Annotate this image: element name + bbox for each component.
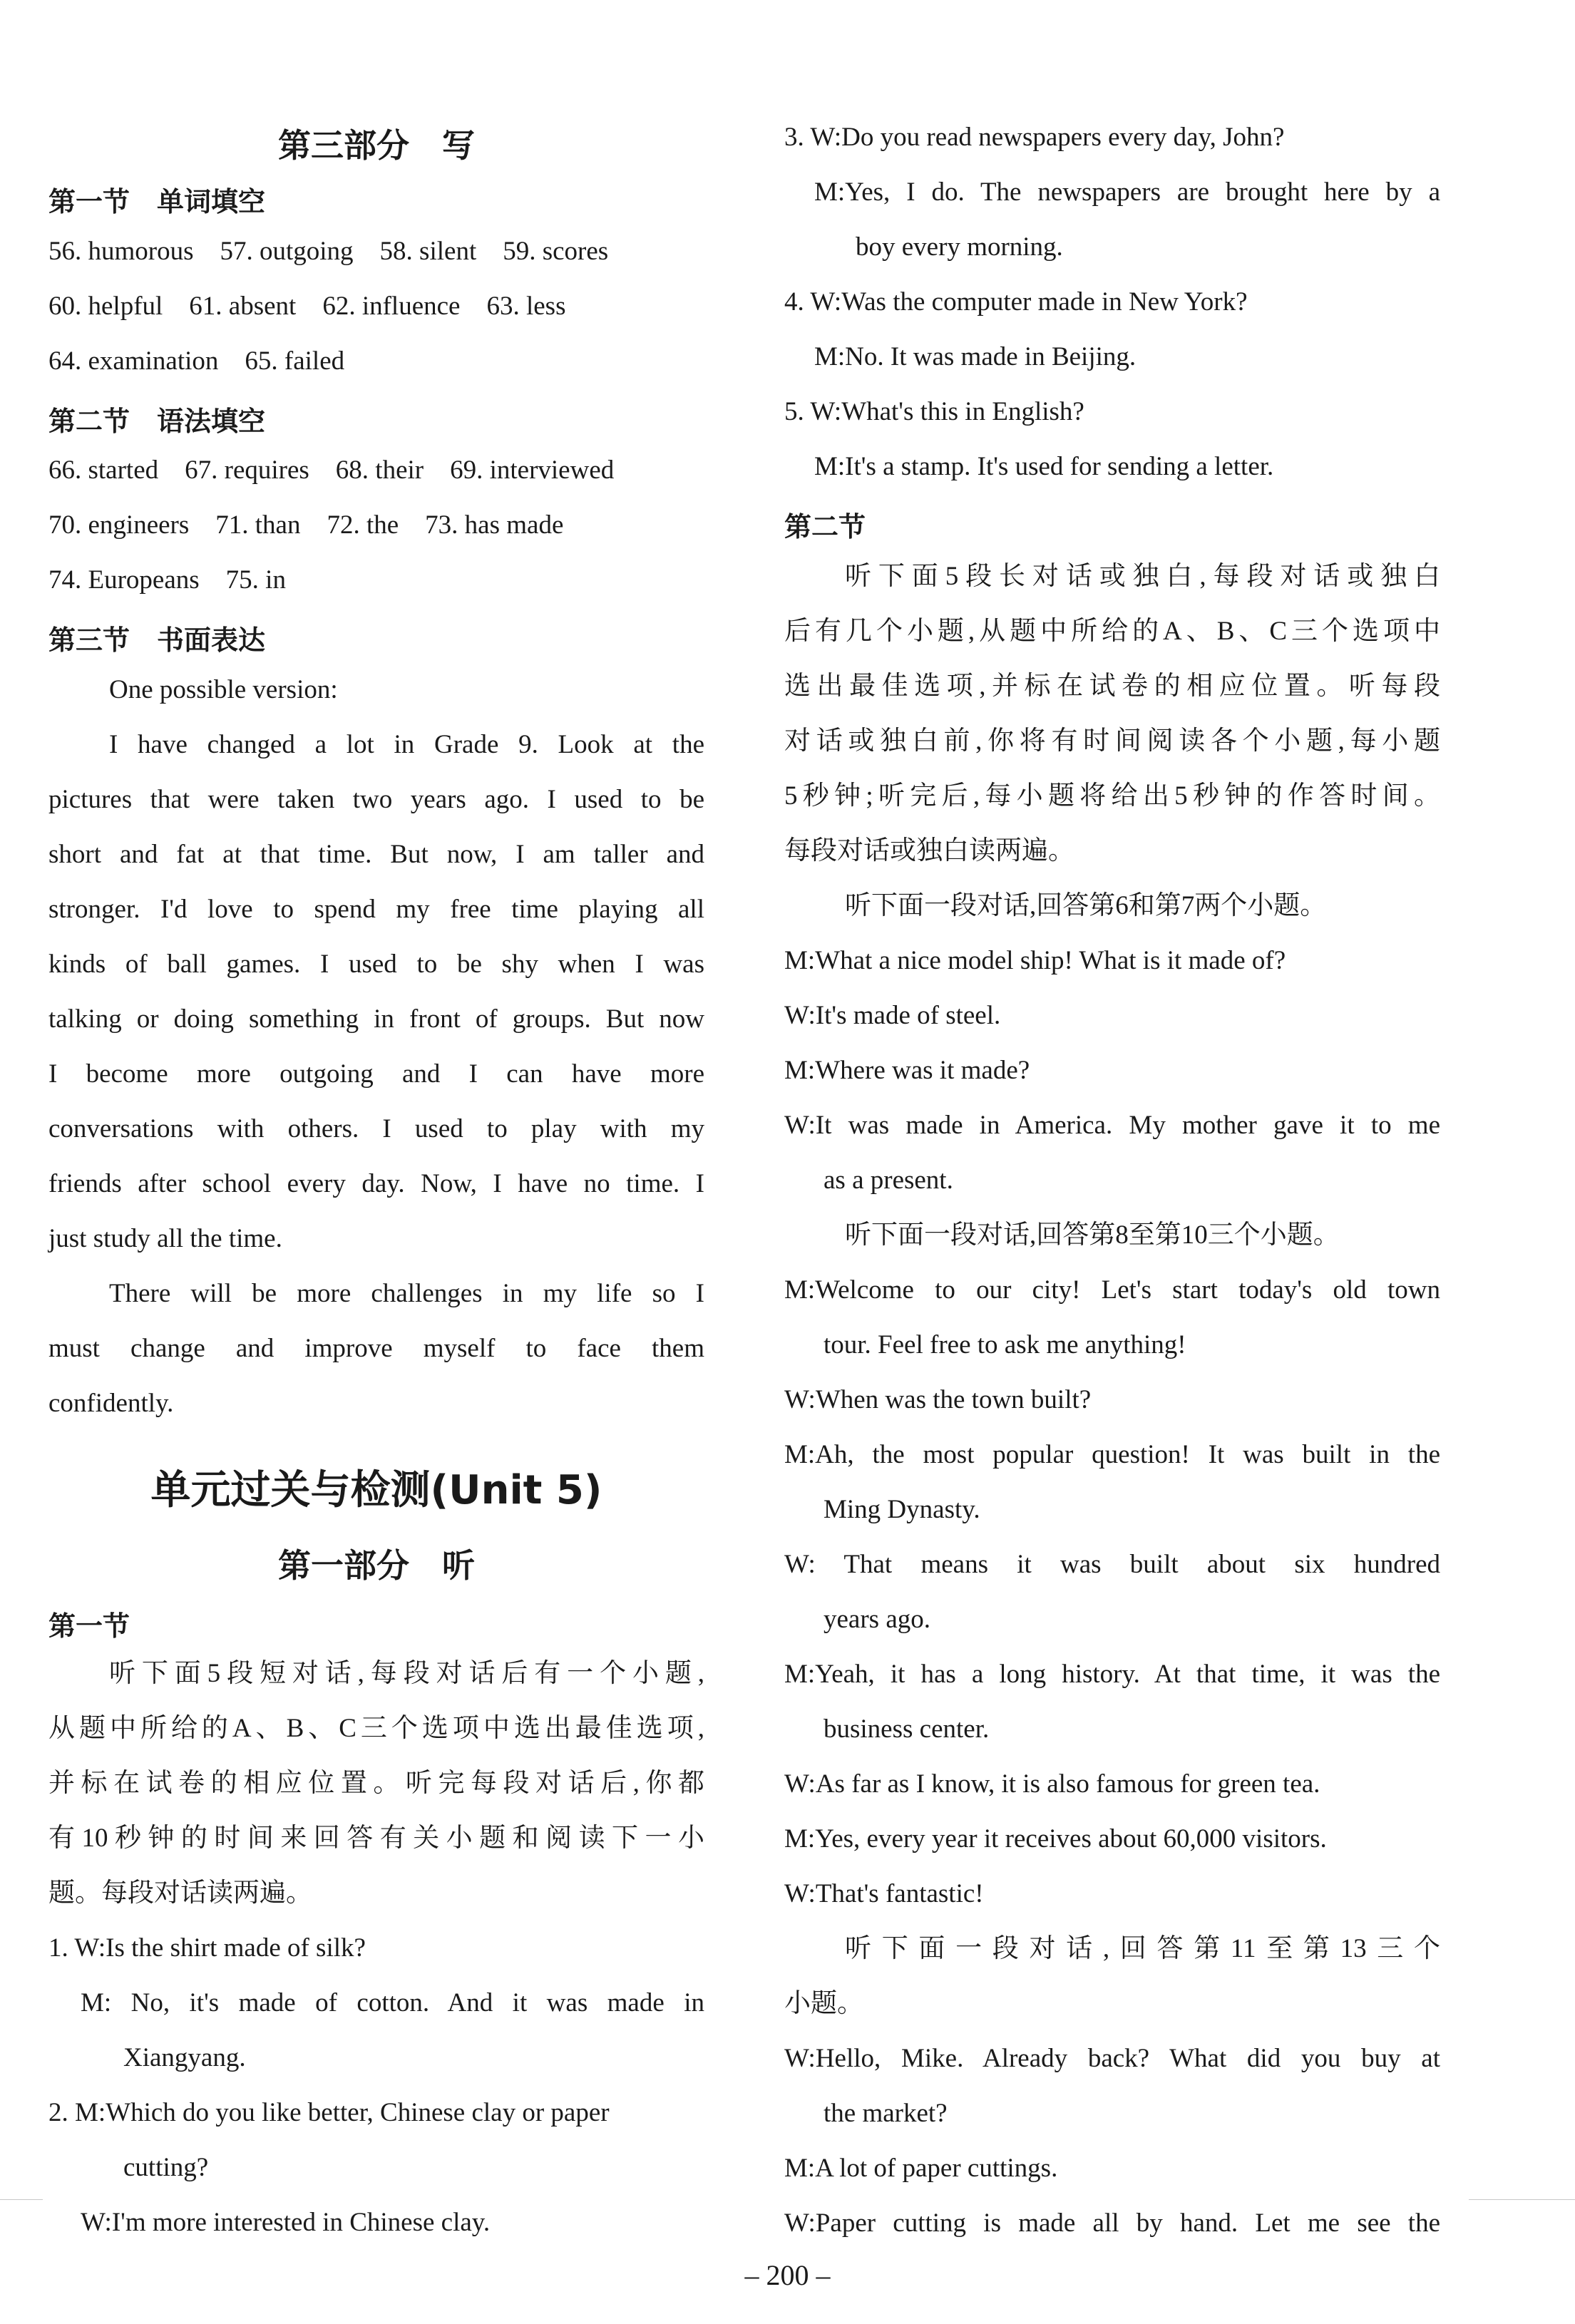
dialog-line: Xiangyang.: [123, 2043, 246, 2072]
dialog-line: 5. W:What's this in English?: [784, 397, 1084, 426]
section1-heading: 第一节 单词填空: [48, 186, 266, 217]
dialog-line: tour. Feel free to ask me anything!: [824, 1330, 1186, 1359]
instruction-line: 对话或独白前,你将有时间阅读各个小题,每小题: [784, 726, 1440, 756]
essay-line: must change and improve myself to face them: [48, 1334, 704, 1363]
essay-line: I become more outgoing and I can have more: [48, 1059, 704, 1089]
dialog-line: M:Yes, I do. The newspapers are brought here by a: [814, 178, 1440, 207]
dialog-line: M:What a nice model ship! What is it made of?: [784, 946, 1286, 975]
dialog-line: W:Hello, Mike. Already back? What did you buy at: [784, 2044, 1440, 2073]
dialog-line: M:No. It was made in Beijing.: [814, 342, 1137, 371]
dialog-line: W:I'm more interested in Chinese clay.: [81, 2208, 491, 2237]
essay-line: talking or doing something in front of groups. But now: [48, 1004, 704, 1034]
dialog-line: M:A lot of paper cuttings.: [784, 2154, 1058, 2183]
part1-title: 第一部分 听: [278, 1546, 475, 1585]
essay-line: conversations with others. I used to play with my: [48, 1114, 704, 1143]
dialog-line: W:That's fantastic!: [784, 1879, 984, 1908]
dialog-line: W:Paper cutting is made all by hand. Let me see the: [784, 2209, 1440, 2238]
unit-title: 单元过关与检测(Unit 5): [150, 1467, 602, 1513]
instruction-line: 并标在试卷的相应位置。听完每段对话后,你都: [48, 1769, 704, 1798]
answer-line: 74. Europeans 75. in: [48, 565, 286, 595]
question-prompt: 听下面一段对话,回答第8至第10三个小题。: [845, 1220, 1340, 1250]
dialog-line: cutting?: [123, 2153, 209, 2182]
dialog-line: W:When was the town built?: [784, 1385, 1092, 1414]
essay-line: short and fat at that time. But now, I am taller and: [48, 840, 704, 869]
question-prompt: 听下面一段对话,回答第6和第7两个小题。: [845, 891, 1327, 920]
margin-rule: [0, 2199, 43, 2200]
dialog-line: W:As far as I know, it is also famous for green tea.: [784, 1769, 1320, 1799]
answer-line: 64. examination 65. failed: [48, 346, 345, 376]
part3-title: 第三部分 写: [278, 126, 475, 165]
dialog-line: 2. M:Which do you like better, Chinese clay or paper: [48, 2098, 610, 2127]
listening-section1-heading: 第一节: [48, 1610, 130, 1642]
essay-line: just study all the time.: [48, 1224, 282, 1253]
essay-line: There will be more challenges in my life so I: [109, 1279, 704, 1308]
dialog-line: the market?: [824, 2099, 948, 2128]
dialog-line: business center.: [824, 1714, 990, 1744]
page-number: – 200 –: [744, 2259, 831, 2291]
instruction-line: 听下面5段短对话,每段对话后有一个小题,: [109, 1659, 704, 1688]
answer-line: 56. humorous 57. outgoing 58. silent 59. scores: [48, 237, 609, 266]
instruction-line: 听下面5段长对话或独白,每段对话或独白: [845, 562, 1440, 591]
dialog-line: boy every morning.: [856, 232, 1063, 262]
essay-line: friends after school every day. Now, I have no time. I: [48, 1169, 704, 1198]
section3-heading: 第三节 书面表达: [48, 624, 266, 656]
instruction-line: 5秒钟;听完后,每小题将给出5秒钟的作答时间。: [784, 781, 1440, 811]
dialog-line: M:It's a stamp. It's used for sending a letter.: [814, 452, 1274, 481]
question-prompt: 听下面一段对话,回答第11至第13三个: [845, 1934, 1440, 1963]
essay-line: I have changed a lot in Grade 9. Look at the: [109, 730, 704, 759]
dialog-line: W:It was made in America. My mother gave it to me: [784, 1111, 1440, 1140]
dialog-line: 3. W:Do you read newspapers every day, John?: [784, 123, 1285, 152]
dialog-line: M:Where was it made?: [784, 1056, 1030, 1085]
instruction-line: 选出最佳选项,并标在试卷的相应位置。听每段: [784, 672, 1440, 701]
version-label: One possible version:: [109, 675, 338, 704]
dialog-line: years ago.: [824, 1605, 930, 1634]
instruction-line: 每段对话或独白读两遍。: [784, 836, 1074, 865]
dialog-line: M:Welcome to our city! Let's start today's old town: [784, 1275, 1440, 1305]
essay-line: confidently.: [48, 1389, 174, 1418]
listening-section2-heading: 第二节: [784, 511, 866, 543]
answer-line: 60. helpful 61. absent 62. influence 63. less: [48, 292, 566, 321]
answer-line: 70. engineers 71. than 72. the 73. has made: [48, 510, 564, 540]
dialog-line: M:Ah, the most popular question! It was built in the: [784, 1440, 1440, 1469]
dialog-line: M:Yes, every year it receives about 60,000 visitors.: [784, 1824, 1327, 1853]
instruction-line: 后有几个小题,从题中所给的A、B、C三个选项中: [784, 617, 1440, 646]
essay-line: pictures that were taken two years ago. I used to be: [48, 785, 704, 814]
dialog-line: W: That means it was built about six hundred: [784, 1550, 1440, 1579]
section2-heading: 第二节 语法填空: [48, 406, 266, 437]
dialog-line: Ming Dynasty.: [824, 1495, 980, 1524]
dialog-line: M:Yeah, it has a long history. At that time, it was the: [784, 1660, 1440, 1689]
dialog-line: 1. W:Is the shirt made of silk?: [48, 1933, 366, 1963]
dialog-line: W:It's made of steel.: [784, 1001, 1001, 1030]
dialog-line: M: No, it's made of cotton. And it was made in: [81, 1988, 704, 2017]
instruction-line: 从题中所给的A、B、C三个选项中选出最佳选项,: [48, 1714, 704, 1743]
dialog-line: as a present.: [824, 1166, 953, 1195]
answer-line: 66. started 67. requires 68. their 69. interviewed: [48, 456, 615, 485]
instruction-line: 有10秒钟的时间来回答有关小题和阅读下一小: [48, 1824, 704, 1853]
instruction-line: 题。每段对话读两遍。: [48, 1878, 312, 1908]
margin-rule: [1469, 2199, 1575, 2200]
dialog-line: 4. W:Was the computer made in New York?: [784, 287, 1248, 317]
question-prompt: 小题。: [784, 1989, 863, 2018]
essay-line: kinds of ball games. I used to be shy when I was: [48, 950, 704, 979]
essay-line: stronger. I'd love to spend my free time playing all: [48, 895, 704, 924]
